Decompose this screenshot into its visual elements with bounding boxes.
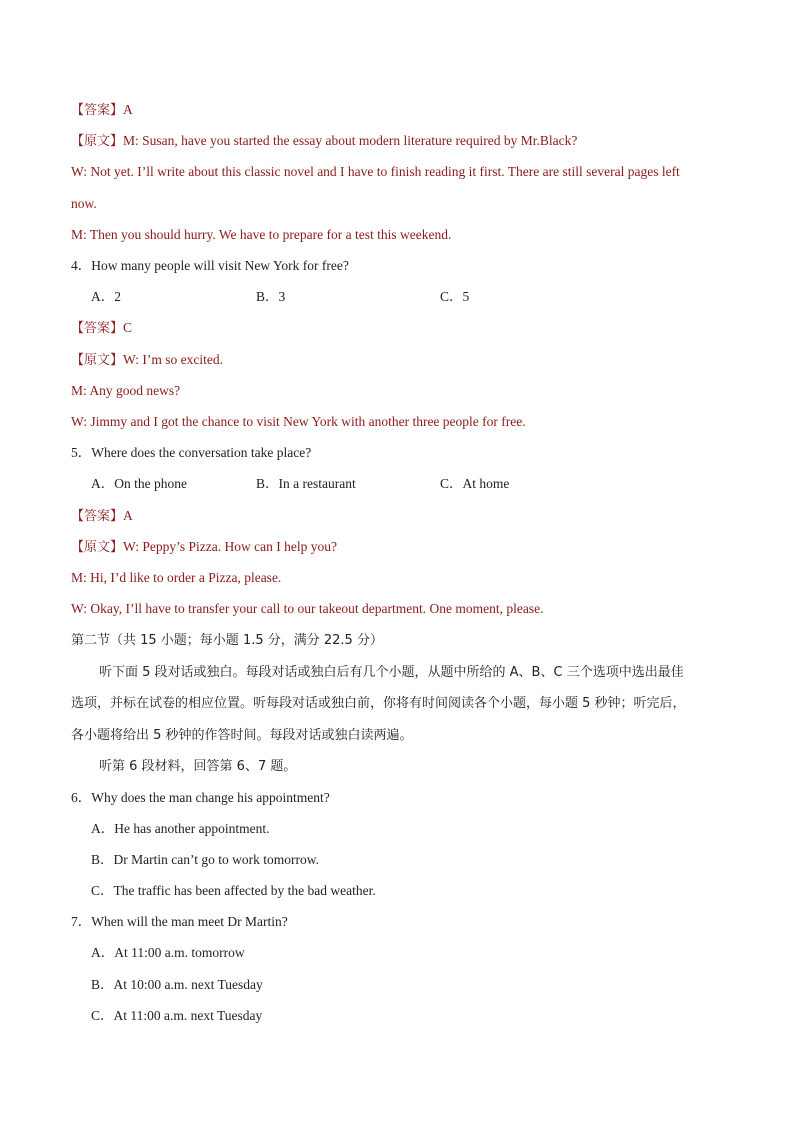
option-a: A．2 <box>91 289 121 304</box>
transcript-line: W: Jimmy and I got the chance to visit New York with another three people for free. <box>71 414 526 429</box>
option-b: B．Dr Martin can’t go to work tomorrow. <box>91 852 319 867</box>
transcript-line <box>71 351 223 370</box>
option-a: A．He has another appointment. <box>91 821 270 836</box>
answer-value: A <box>123 508 133 523</box>
section-title: 第二节（共 15 小题；每小题 1.5 分，满分 22.5 分） <box>71 633 383 648</box>
section-instructions: 各小题将给出 5 秒钟的作答时间。每段对话或独白读两遍。 <box>71 728 413 743</box>
answer-line <box>71 101 133 120</box>
transcript-line: now. <box>71 196 97 211</box>
question-6: 6．Why does the man change his appointment? <box>71 790 330 805</box>
section-instructions: 听下面 5 段对话或独白。每段对话或独白后有几个小题，从题中所给的 A、B、C 三个选项中选出最佳 <box>99 665 684 680</box>
option-c: C．5 <box>440 289 470 304</box>
section-intro: 听第 6 段材料，回答第 6、7 题。 <box>99 759 297 774</box>
answer-line <box>71 507 133 526</box>
section-instructions: 选项，并标在试卷的相应位置。听每段对话或独白前，你将有时间阅读各个小题，每小题 5 秒钟；听完后， <box>71 696 686 711</box>
transcript-text: W: Peppy’s Pizza. How can I help you? <box>123 539 337 554</box>
transcript-line: M: Any good news? <box>71 383 181 398</box>
option-b: B．At 10:00 a.m. next Tuesday <box>91 977 263 992</box>
option-c: C．At home <box>440 476 510 491</box>
answer-tag: 【答案】 <box>71 103 124 118</box>
transcript-line: M: Then you should hurry. We have to prepare for a test this weekend. <box>71 227 452 242</box>
transcript-tag: 【原文】 <box>71 353 124 368</box>
answer-tag: 【答案】 <box>71 321 124 336</box>
option-a: A．At 11:00 a.m. tomorrow <box>91 945 245 960</box>
answer-value: C <box>123 320 133 335</box>
answer-value: A <box>123 102 133 117</box>
option-b: B．In a restaurant <box>256 476 356 491</box>
option-c: C．The traffic has been affected by the bad weather. <box>91 883 376 898</box>
transcript-line <box>71 132 577 151</box>
option-c: C．At 11:00 a.m. next Tuesday <box>91 1008 263 1023</box>
option-a: A．On the phone <box>91 476 187 491</box>
transcript-text: M: Susan, have you started the essay about modern literature required by Mr.Black? <box>123 133 578 148</box>
question-7: 7．When will the man meet Dr Martin? <box>71 914 288 929</box>
option-b: B．3 <box>256 289 286 304</box>
answer-line <box>71 319 132 338</box>
transcript-tag: 【原文】 <box>71 540 124 555</box>
transcript-tag: 【原文】 <box>71 134 124 149</box>
question-4: 4．How many people will visit New York for free? <box>71 258 349 273</box>
transcript-line: W: Okay, I’ll have to transfer your call to our takeout department. One moment, please. <box>71 601 544 616</box>
transcript-line <box>71 538 337 557</box>
question-5: 5．Where does the conversation take place? <box>71 445 312 460</box>
answer-tag: 【答案】 <box>71 509 124 524</box>
transcript-text: W: I’m so excited. <box>123 352 223 367</box>
transcript-line: M: Hi, I’d like to order a Pizza, please. <box>71 570 282 585</box>
transcript-line: W: Not yet. I’ll write about this classic novel and I have to finish reading it first. There are still several pages left <box>71 164 680 179</box>
